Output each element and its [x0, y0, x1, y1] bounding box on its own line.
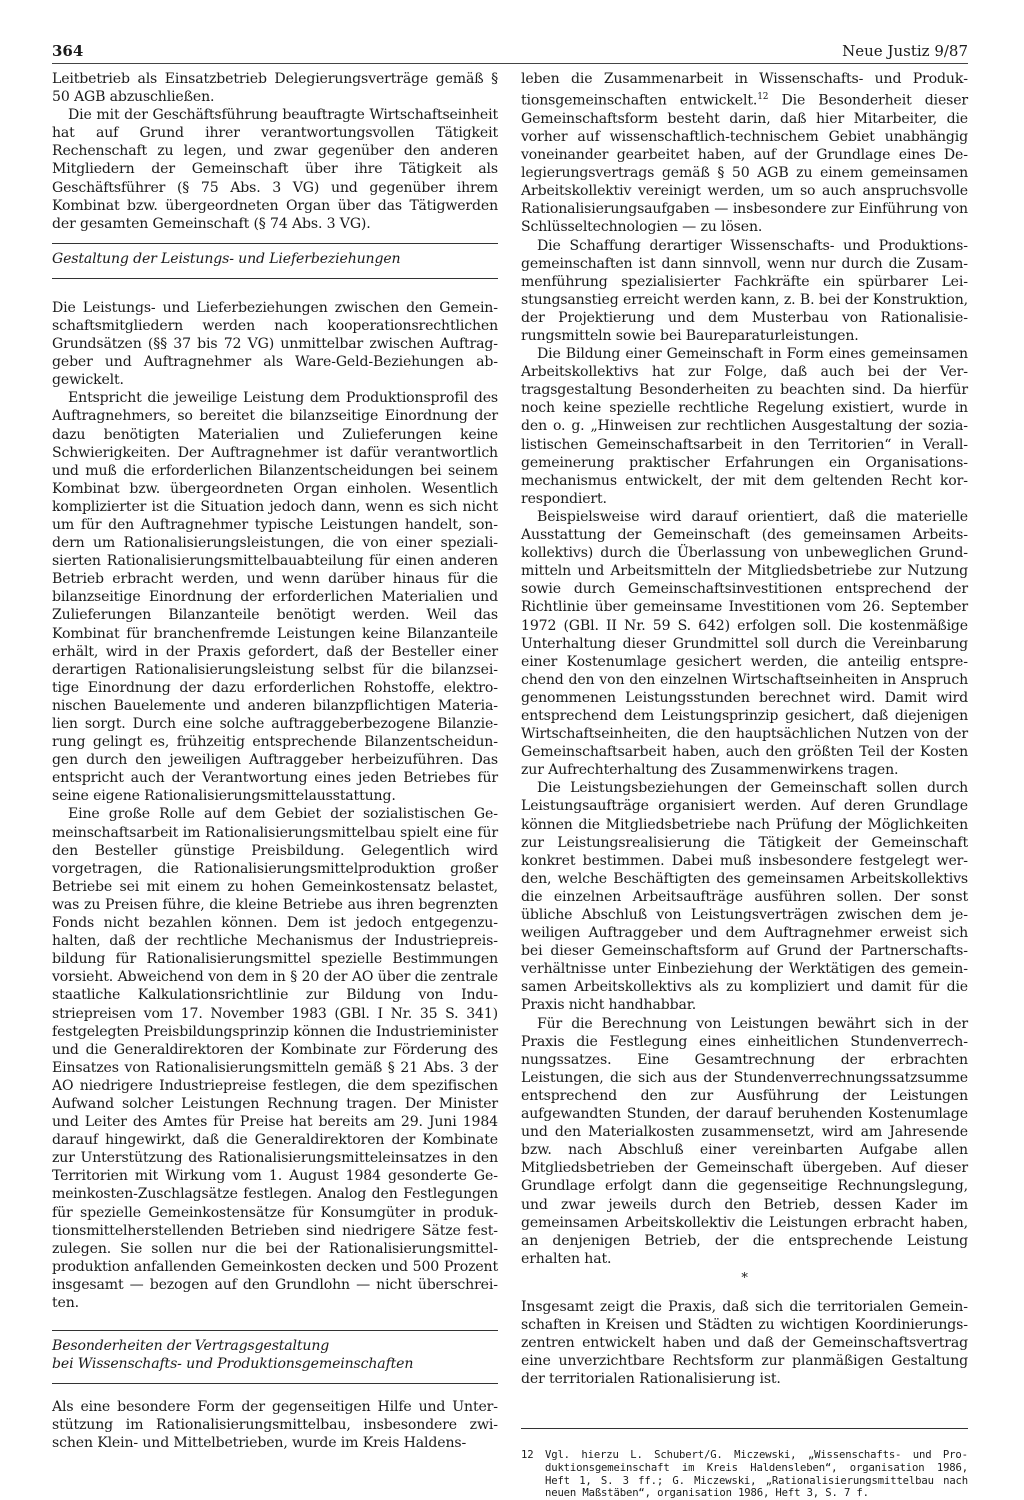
paragraph: Die Leistungsbeziehungen der Gemeinschaft sollen durch Leistungsaufträge organisiert werden. Auf deren Grundlage können die Mitgliedsbetriebe nach Prüfung der Möglichkeiten zur Leistungsrealisierung die Tätigkeit der Gemeinschaft konkret bestimmen. Dabei muß insbesondere festgelegt werden, welche Beschäftigten des gemeinsamen Arbeitskollektivs die einzelnen Arbeitsaufträge ausführen sollen. Der sonst übliche Abschluß von Leistungsverträgen zwischen dem jeweiligen Auftraggeber und dem Auftragnehmer erweist sich bei dieser Gemeinschaftsform auf Grund der Partnerschaftsverhältnisse unter Einbeziehung der Werktätigen des gemeinsamen Arbeitskollektivs als zu kompliziert und damit für die Praxis nicht handhabbar.: [521, 780, 968, 1014]
right-column: [521, 70, 968, 1500]
paragraph: [521, 70, 968, 237]
paragraph: Die mit der Geschäftsführung beauftragte Wirtschaftseinheit hat auf Grund ihrer verantwortungsvollen Tätigkeit Rechenschaft zu legen, und zwar gegenüber den anderen Mitgliedern der Gemeinschaft über ihre Tätigkeit als Geschäftsführer (§ 75 Abs. 3 VG) und gegenüber ihrem Kombinat bzw. übergeordneten Organ über das Tätigwerden der gesamten Gemeinschaft (§ 74 Abs. 3 VG).: [52, 107, 498, 232]
header-rule: [52, 63, 968, 64]
paragraph-text: leben die Zusammenarbeit in Wissenschafts- und Produktionsgemeinschaften entwickelt.: [521, 71, 968, 109]
footnote-rule: [521, 1428, 968, 1429]
section-heading-text: Gestaltung der Leistungs- und Lieferbeziehungen: [52, 250, 401, 267]
footnote-number: 12: [521, 1449, 534, 1462]
page-header: [52, 40, 968, 64]
paragraph: Die Bildung einer Gemeinschaft in Form eines gemeinsamen Arbeitskollektivs hat zur Folge, daß auch bei der Vertragsgestaltung Besonderheiten zu beachten sind. Da hierfür noch keine spezielle rechtliche Regelung existiert, wurde in den o. g. „Hinweisen zur rechtlichen Ausgestaltung der sozialistischen Gemeinschaftsarbeit in den Territorien“ in Verallgemeinerung praktischer Erfahrungen ein Organisationsmechanismus entwickelt, der mit dem geltenden Recht korrespondiert.: [521, 346, 968, 507]
paragraph: Als eine besondere Form der gegenseitigen Hilfe und Unterstützung im Rationalisierungsmittelbau, insbesondere zwischen Klein- und Mittelbetrieben, wurde im Kreis Haldens-: [52, 1399, 498, 1452]
paragraph: Insgesamt zeigt die Praxis, daß sich die territorialen Gemeinschaften in Kreisen und Städten zu wichtigen Koordinierungszentren entwickelt haben und daß der Gemeinschaftsvertrag eine unverzichtbare Rechtsform zur planmäßigen Gestaltung der territorialen Rationalisierung ist.: [521, 1298, 968, 1388]
footnote: [521, 1449, 968, 1499]
section-heading: [52, 1330, 498, 1384]
paragraph: Für die Berechnung von Leistungen bewährt sich in der Praxis die Festlegung eines einheitlichen Stundenverrechnungssatzes. Eine Gesamtrechnung der erbrachten Leistungen, die sich aus der Stundenverrechnungssatzsumme entsprechend den zur Ausführung der Leistungen aufgewandten Stunden, der darauf beruhenden Kostenumlage und den Materialkosten zusammensetzt, wird am Jahresende bzw. nach Abschluß einer vereinbarten Aufgabe allen Mitgliedsbetrieben der Gemeinschaft übergeben. Auf dieser Grundlage erfolgt dann die gegenseitige Rechnungslegung, und zwar jeweils durch den Betrieb, dessen Kader im gemeinsamen Arbeitskollektiv die Leistungen erbracht haben, an denjenigen Betrieb, der die entsprechende Leistung erhalten hat.: [521, 1015, 968, 1267]
footnote-reference: 12: [757, 92, 769, 103]
paragraph: Die Leistungs- und Lieferbeziehungen zwischen den Gemeinschaftsmitgliedern werden nach kooperationsrechtlichen Grundsätzen (§§ 37 bis 72 VG) unmittelbar zwischen Auftraggeber und Auftragnehmer als Ware-Geld-Beziehungen abgewickelt.: [52, 299, 498, 389]
paragraph: Leitbetrieb als Einsatzbetrieb Delegierungsverträge gemäß § 50 AGB abzuschließen.: [52, 71, 498, 106]
section-heading: [52, 243, 498, 279]
paragraph: Beispielsweise wird darauf orientiert, daß die materielle Ausstattung der Gemeinschaft (des gemeinsamen Arbeitskollektivs) durch die Überlassung von unbeweglichen Grundmitteln und Arbeitsmitteln der Mitgliedsbetriebe zur Nutzung sowie durch Gemeinschaftsinvestitionen entsprechend der Richtlinie über gemeinsame Investitionen vom 26. September 1972 (GBl. II Nr. 59 S. 642) erfolgen soll. Die kostenmäßige Unterhaltung dieser Grundmittel soll durch die Vereinbarung einer Kostenumlage gesichert werden, die anteilig entsprechend den von den einzelnen Wirtschaftseinheiten in Anspruch genommenen Leistungsstunden berechnet wird. Damit wird entsprechend dem Leistungsprinzip gesichert, daß diejenigen Wirtschaftseinheiten, die den hauptsächlichen Nutzen von der Gemeinschaftsarbeit haben, auch den größten Teil der Kosten zur Aufrechterhaltung des Zusammenwirkens tragen.: [521, 508, 968, 779]
section-heading-line: Besonderheiten der Vertragsgestaltung: [52, 1338, 330, 1355]
left-column: [52, 70, 498, 1452]
footnote-text: Vgl. hierzu L. Schubert/G. Miczewski, „Wissenschafts- und Produktionsgemeinschaft im Kreis Haldensleben“, organisation 1986, Heft 1, S. 3 ff.; G. Miczewski, „Rationalisierungsmittelbau nach neuen Maßstäben“, organisation 1986, Heft 3, S. 7 f.: [545, 1449, 968, 1500]
page-number: 364: [52, 42, 84, 60]
paragraph: Eine große Rolle auf dem Gebiet der sozialistischen Gemeinschaftsarbeit im Rationalisierungsmittelbau spielt eine für den Besteller günstige Preisbildung. Gelegentlich wird vorgetragen, die Rationalisierungsmittelproduktion großer Betriebe sei mit einem zu hohen Gemeinkostensatz belastet, was zu Preisen führe, die kleine Betriebe aus ihren begrenzten Fonds nicht bezahlen können. Dem ist jedoch entgegenzuhalten, daß der rechtliche Mechanismus der Industriepreisbildung für Rationalisierungsmittel spezielle Bestimmungen vorsieht. Abweichend von dem in § 20 der AO über die zentrale staatliche Kalkulationsrichtlinie zur Bildung von Industriepreisen vom 17. November 1983 (GBl. I Nr. 35 S. 341) festgelegten Preisbildungsprinzip können die Industrieminister und die Generaldirektoren der Kombinate zur Förderung des Einsatzes von Rationalisierungsmitteln gemäß § 21 Abs. 3 der AO niedrigere Industriepreise festlegen, die dem spezifischen Aufwand solcher Leistungen Rechnung tragen. Der Minister und Leiter des Amtes für Preise hat bereits am 29. Juni 1984 darauf hingewirkt, daß die Generaldirektoren der Kombinate zur Unterstützung des Rationalisierungsmitteleinsatzes in den Territorien mit Wirkung vom 1. August 1984 gesonderte Gemeinkosten-Zuschlagsätze festlegen. Analog den Festlegungen für spezielle Gemeinkostensätze für Konsumgüter in produktionsmittelherstellenden Betrieben sind niedrigere Sätze festzulegen. Sie sollen nur die bei der Rationalisierungsmittelproduktion anfallenden Gemeinkosten decken und 500 Prozent insgesamt — bezogen auf den Grundlohn — nicht überschreiten.: [52, 806, 498, 1311]
section-heading-line: bei Wissenschafts- und Produktionsgemeinschaften: [52, 1356, 414, 1373]
paragraph-text: Die Besonderheit dieser Gemeinschaftsform besteht darin, daß hier Mitarbeiter, die vorher auf wissenschaftlich-technischem Gebiet unabhängig voneinander gearbeitet haben, auf der Grundlage eines Delegierungsvertrags gemäß § 50 AGB zu einem gemeinsamen Arbeitskollektiv vereinigt werden, um so auch anspruchsvolle Rationalisierungsaufgaben — insbesondere zur Einführung von Schlüsseltechnologien — zu lösen.: [521, 92, 968, 236]
paragraph: Die Schaffung derartiger Wissenschafts- und Produktionsgemeinschaften ist dann sinnvoll, wenn nur durch die Zusammenführung spezialisierter Fachkräfte ein spürbarer Leistungsanstieg erreicht werden kann, z. B. bei der Konstruktion, der Projektierung und dem Musterbau von Rationalisierungsmitteln sowie bei Baureparaturleistungen.: [521, 237, 968, 344]
section-separator: *: [741, 1270, 748, 1286]
journal-issue: Neue Justiz 9/87: [842, 42, 968, 60]
paragraph: Entspricht die jeweilige Leistung dem Produktionsprofil des Auftragnehmers, so bereitet die bilanzseitige Einordnung der dazu benötigten Materialien und Zulieferungen keine Schwierigkeiten. Der Auftragnehmer ist dafür verantwortlich und muß die erforderlichen Bilanzentscheidungen bei seinem Kombinat bzw. übergeordneten Organ einholen. Wesentlich komplizierter ist die Situation jedoch dann, wenn es sich nicht um für den Auftragnehmer typische Leistungen handelt, sondern um Rationalisierungsleistungen, die von einer spezialisierten Rationalisierungsmittelbauabteilung für einen anderen Betrieb erbracht werden, und wenn darüber hinaus für die bilanzseitige Einordnung der erforderlichen Materialien und Zulieferungen Bilanzanteile benötigt werden. Weil das Kombinat für branchenfremde Leistungen keine Bilanzanteile erhält, wird in der Praxis gefordert, daß der Besteller einer derartigen Rationalisierungsleistung selbst für die bilanzseitige Einordnung der dazu erforderlichen Rohstoffe, elektronischen Bauelemente und anderen bilanzpflichtigen Materialien sorgt. Durch eine solche auftraggeberbezogene Bilanzierung gelingt es, frühzeitig entsprechende Bilanzentscheidungen durch den jeweiligen Auftraggeber herbeizuführen. Das entspricht auch der Verantwortung eines jeden Betriebes für seine eigene Rationalisierungsmittelausstattung.: [52, 390, 498, 805]
